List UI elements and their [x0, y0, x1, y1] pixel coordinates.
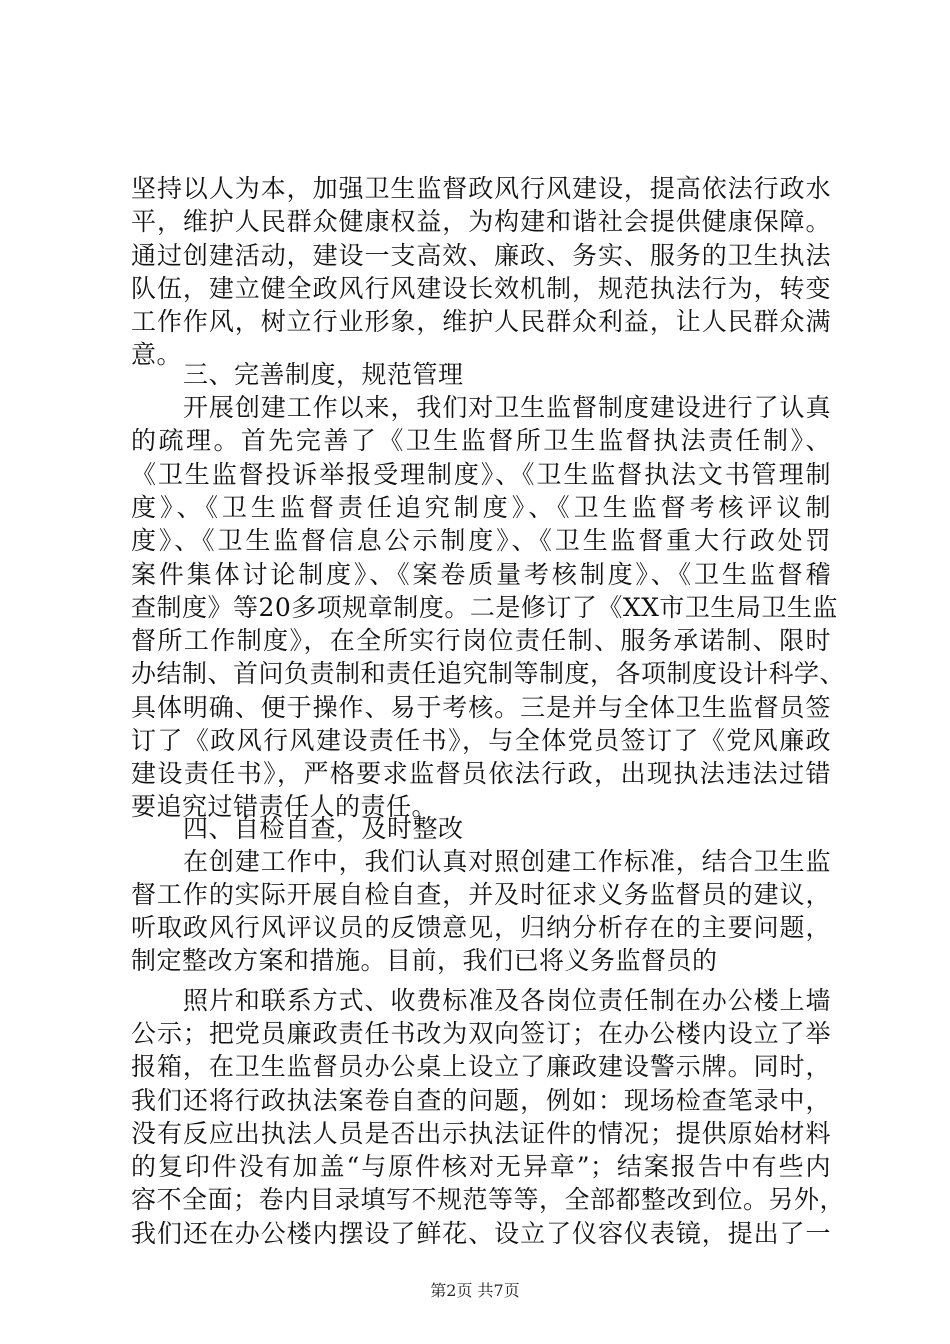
section-heading: 三、完善制度，规范管理	[183, 360, 464, 389]
text-line: 要追究过错责任人的责任。	[131, 792, 438, 821]
section-heading: 四、自检自查，及时整改	[183, 814, 464, 843]
text-line: 《卫生监督投诉举报受理制度》、《卫生监督执法文书管理制	[131, 460, 831, 489]
text-line: 工作作风，树立行业形象，维护人民群众利益，让人民群众满	[131, 307, 831, 336]
text-line: 容不全面；卷内目录填写不规范等等，全部都整改到位。另外，	[131, 1185, 846, 1214]
text-line: 公示；把党员廉政责任书改为双向签订；在办公楼内设立了举	[131, 1019, 831, 1048]
text-line: 没有反应出执法人员是否出示执法证件的情况；提供原始材料	[131, 1119, 831, 1148]
text-line: 具体明确、便于操作、易于考核。三是并与全体卫生监督员签	[131, 693, 831, 722]
text-line: 度》、《卫生监督信息公示制度》、《卫生监督重大行政处罚	[131, 526, 831, 555]
text-line: 订了《政风行风建设责任书》，与全体党员签订了《党风廉政	[131, 726, 831, 755]
text-line: 制定整改方案和措施。目前，我们已将义务监督员的	[131, 946, 718, 975]
text-line: 坚持以人为本，加强卫生监督政风行风建设，提高依法行政水	[131, 174, 831, 203]
text-line: 通过创建活动，建设一支高效、廉政、务实、服务的卫生执法	[131, 241, 831, 270]
text-line: 度》、《卫生监督责任追究制度》、《卫生监督考核评议制	[131, 493, 831, 522]
text-line: 开展创建工作以来，我们对卫生监督制度建设进行了认真	[183, 393, 831, 422]
text-line: 案件集体讨论制度》、《案卷质量考核制度》、《卫生监督稽	[131, 560, 831, 589]
page-footer: 第2页 共7页	[430, 1281, 520, 1300]
text-line: 意。	[131, 340, 183, 369]
text-line: 的复印件没有加盖“与原件核对无异章”；结案报告中有些内	[131, 1152, 831, 1181]
text-line: 照片和联系方式、收费标准及各岗位责任制在办公楼上墙	[183, 986, 831, 1015]
text-line: 报箱，在卫生监督员办公桌上设立了廉政建设警示牌。同时，	[131, 1052, 831, 1081]
text-line: 平，维护人民群众健康权益，为构建和谐社会提供健康保障。	[131, 207, 831, 236]
text-line: 的疏理。首先完善了《卫生监督所卫生监督执法责任制》、	[131, 426, 831, 455]
text-line: 督工作的实际开展自检自查，并及时征求义务监督员的建议，	[131, 880, 831, 909]
text-line: 办结制、首问负责制和责任追究制等制度，各项制度设计科学、	[131, 659, 846, 688]
text-line: 听取政风行风评议员的反馈意见，归纳分析存在的主要问题，	[131, 913, 831, 942]
text-line: 查制度》等20多项规章制度。二是修订了《XX市卫生局卫生监	[131, 593, 838, 622]
text-line: 我们还在办公楼内摆设了鲜花、设立了仪容仪表镜，提出了一	[131, 1219, 831, 1248]
text-line: 我们还将行政执法案卷自查的问题，例如：现场检查笔录中，	[131, 1086, 831, 1115]
text-line: 建设责任书》，严格要求监督员依法行政，出现执法违法过错	[131, 759, 831, 788]
text-line: 在创建工作中，我们认真对照创建工作标准，结合卫生监	[183, 847, 831, 876]
text-line: 队伍，建立健全政风行风建设长效机制，规范执法行为，转变	[131, 274, 831, 303]
text-line: 督所工作制度》，在全所实行岗位责任制、服务承诺制、限时	[131, 626, 831, 655]
